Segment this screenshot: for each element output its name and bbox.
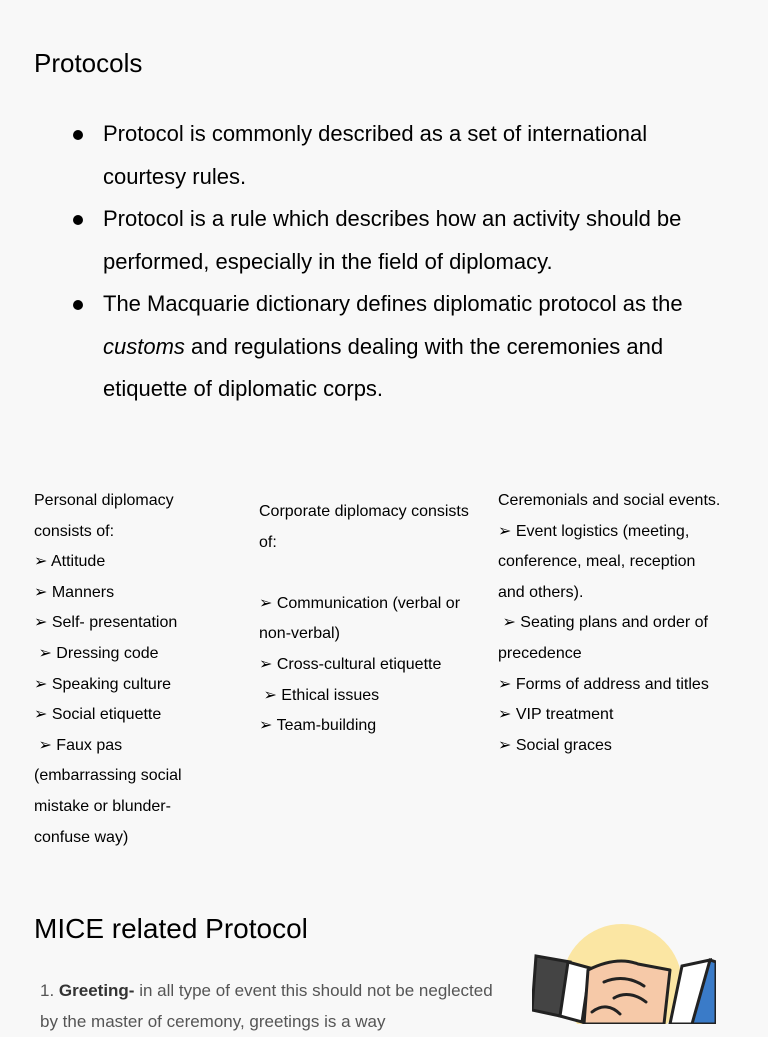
- list-item: ➢ Social graces: [498, 736, 612, 754]
- bullet-item: Protocol is a rule which describes how an activity should be performed, especially in the field of diplomacy.: [34, 198, 734, 283]
- mice-item-label: Greeting-: [58, 981, 135, 1000]
- list-item: ➢ Social etiquette: [34, 706, 162, 724]
- list-item: ➢ Seating plans and order of precedence: [498, 614, 713, 662]
- list-item: ➢ Ethical issues: [259, 686, 380, 704]
- list-item: ➢ Faux pas (embarrassing social mistake or blunder- confuse way): [34, 736, 187, 846]
- mice-item-text: in all type of event this should not be neglected by the master of ceremony, greetings is a way: [40, 981, 493, 1031]
- list-item: ➢ Communication (verbal or non-verbal): [259, 594, 465, 643]
- list-item: ➢ Self- presentation: [34, 614, 178, 632]
- page-title: Protocols: [34, 48, 143, 78]
- handshake-icon: [532, 918, 716, 1024]
- list-item: [259, 558, 469, 589]
- bullet-text-before: The Macquarie dictionary defines diplomatic protocol as the: [103, 291, 683, 316]
- list-item: ➢ Attitude: [34, 553, 106, 571]
- bullet-text-emphasis: customs: [103, 333, 185, 359]
- bullet-item: [34, 283, 734, 411]
- list-item: ➢ VIP treatment: [498, 706, 614, 724]
- list-item: ➢ Dressing code: [34, 644, 159, 662]
- mice-item-number: 1.: [40, 981, 59, 1000]
- list-item: ➢ Team-building: [259, 717, 377, 735]
- list-item: ➢ Manners: [34, 583, 115, 601]
- protocol-bullet-list: [34, 113, 734, 411]
- mice-list-item: [40, 975, 500, 1037]
- list-item: ➢ Cross-cultural etiquette: [259, 655, 442, 673]
- ceremonial-events-column: [498, 486, 723, 761]
- list-item: Personal diplomacy consists of:: [34, 492, 179, 540]
- list-item: Ceremonials and social events.: [498, 492, 721, 509]
- personal-diplomacy-column: [34, 486, 224, 853]
- section-title-mice: MICE related Protocol: [34, 913, 308, 944]
- list-item: ➢ Forms of address and titles: [498, 675, 709, 693]
- bullet-text-after: and regulations dealing with the ceremonies and etiquette of diplomatic corps.: [103, 333, 664, 401]
- list-item: Corporate diplomacy consists of:: [259, 503, 474, 551]
- bullet-item: Protocol is commonly described as a set of international courtesy rules.: [34, 113, 734, 198]
- list-item: ➢ Event logistics (meeting, conference, meal, reception and others).: [498, 522, 700, 601]
- corporate-diplomacy-column: [259, 497, 474, 742]
- list-item: ➢ Speaking culture: [34, 675, 172, 693]
